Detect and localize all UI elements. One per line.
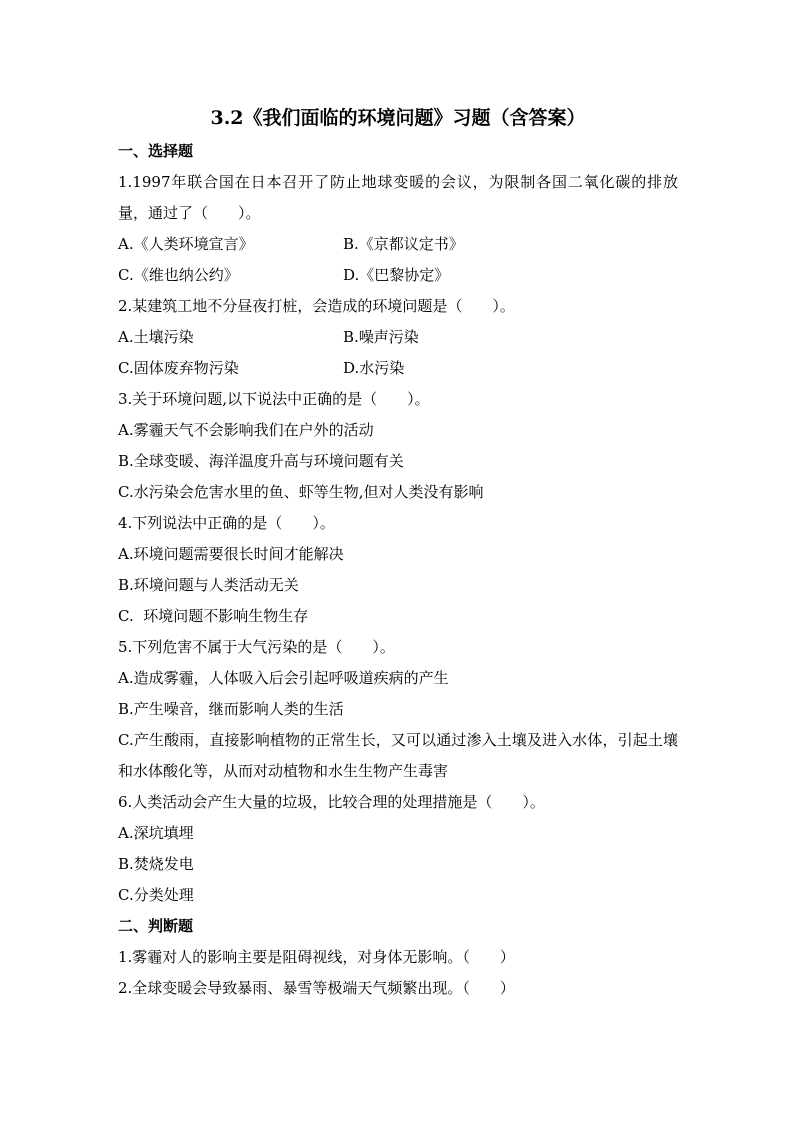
option-c: C.《维也纳公约》 <box>118 266 239 284</box>
option-b: B.产生噪音，继而影响人类的生活 <box>118 700 344 718</box>
document-page <box>118 100 678 1004</box>
section-heading-judgment: 二、判断题 <box>118 917 194 935</box>
option-a: A.《人类环境宣言》 <box>118 235 254 253</box>
options-row <box>118 229 678 260</box>
question-2: 2.某建筑工地不分昼夜打桩，会造成的环境问题是（ ）。 <box>118 297 515 315</box>
option-c: C.分类处理 <box>118 886 194 904</box>
question-1: 1.1997年联合国在日本召开了防止地球变暖的会议，为限制各国二氧化碳的排放量，通过了（ ）。 <box>118 173 678 222</box>
options-row <box>118 353 678 384</box>
option-c: C.产生酸雨，直接影响植物的正常生长，又可以通过渗入土壤及进入水体，引起土壤和水体酸化等，从而对动植物和水生生物产生毒害 <box>118 731 678 780</box>
option-b: B.噪声污染 <box>343 328 419 346</box>
page-title: 3.2《我们面临的环境问题》习题（含答案） <box>210 107 586 129</box>
option-d: D.《巴黎协定》 <box>343 266 450 284</box>
option-c: C. 环境问题不影响生物生存 <box>118 607 309 625</box>
option-a: A.造成雾霾，人体吸入后会引起呼吸道疾病的产生 <box>118 669 449 687</box>
option-b: B.环境问题与人类活动无关 <box>118 576 299 594</box>
option-b: B.焚烧发电 <box>118 855 194 873</box>
option-a: A.雾霾天气不会影响我们在户外的活动 <box>118 421 374 439</box>
options-row <box>118 322 678 353</box>
option-a: A.深坑填埋 <box>118 824 194 842</box>
question-3: 3.关于环境问题,以下说法中正确的是（ ）。 <box>118 390 430 408</box>
options-row <box>118 260 678 291</box>
question-4: 4.下列说法中正确的是（ ）。 <box>118 514 335 532</box>
option-c: C.水污染会危害水里的鱼、虾等生物,但对人类没有影响 <box>118 483 484 501</box>
option-d: D.水污染 <box>343 359 405 377</box>
question-5: 5.下列危害不属于大气污染的是（ ）。 <box>118 638 395 656</box>
judgment-question-2: 2.全球变暖会导致暴雨、暴雪等极端天气频繁出现。（ ） <box>118 979 515 997</box>
section-heading-choice: 一、选择题 <box>118 142 194 160</box>
option-a: A.土壤污染 <box>118 328 194 346</box>
judgment-question-1: 1.雾霾对人的影响主要是阻碍视线，对身体无影响。（ ） <box>118 948 515 966</box>
question-6: 6.人类活动会产生大量的垃圾，比较合理的处理措施是（ ）。 <box>118 793 545 811</box>
option-a: A.环境问题需要很长时间才能解决 <box>118 545 344 563</box>
option-c: C.固体废弃物污染 <box>118 359 239 377</box>
option-b: B.全球变暖、海洋温度升高与环境问题有关 <box>118 452 404 470</box>
option-b: B.《京都议定书》 <box>343 235 464 253</box>
